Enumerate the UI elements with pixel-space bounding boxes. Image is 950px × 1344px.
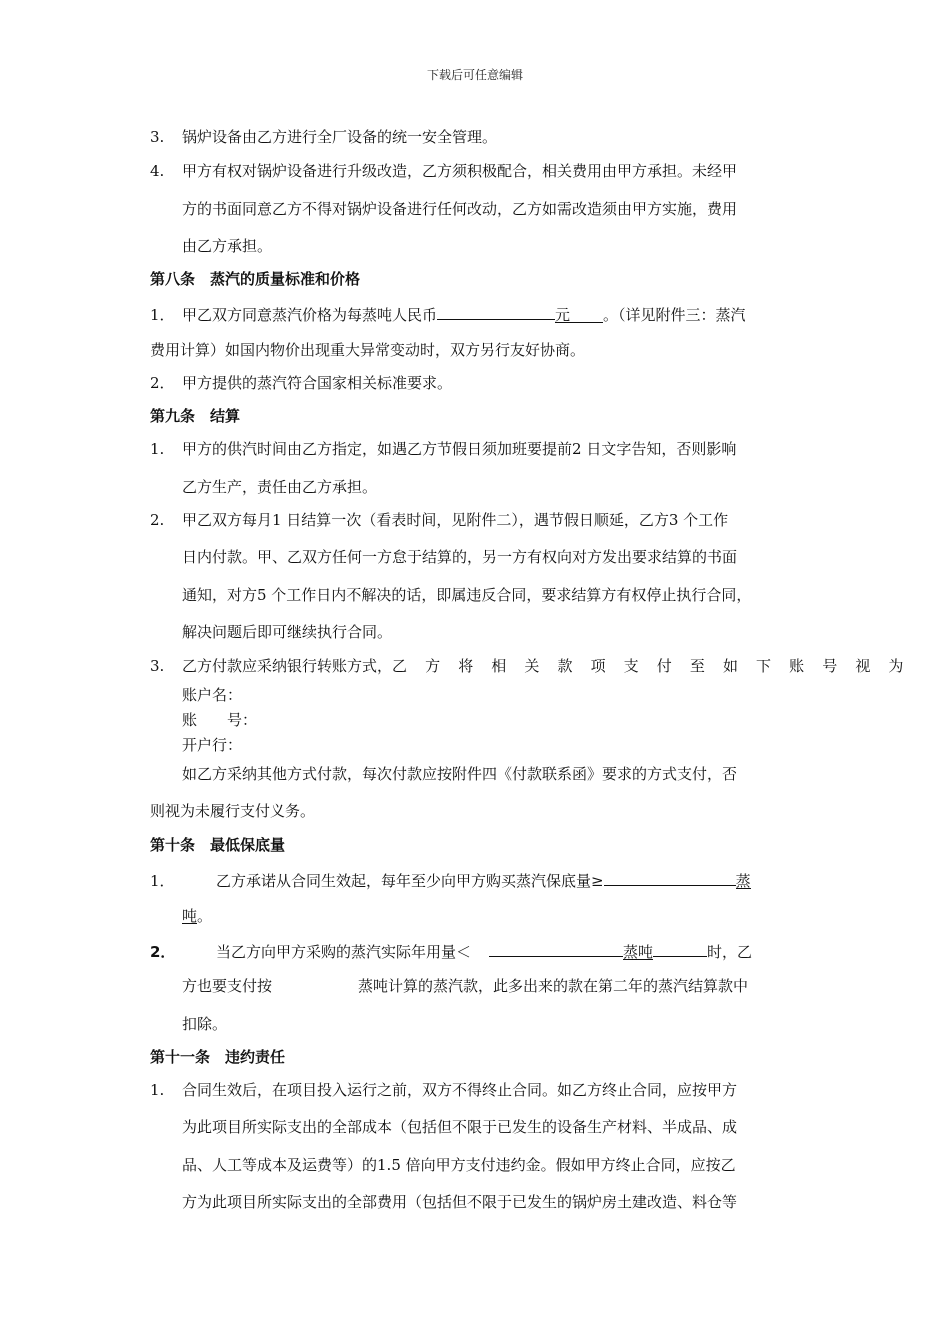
item-text: 甲乙双方每月1 日结算一次（看表时间，见附件二），遇节假日顺延，乙方3 个工作 [182, 511, 729, 529]
item-number: 2． [150, 374, 175, 392]
clause-8-item-2 [150, 373, 452, 393]
spaced-char: 支 [623, 657, 639, 675]
spaced-char: 款 [557, 657, 573, 675]
paragraph-line: 扣除。 [182, 1015, 228, 1033]
spaced-char: 关 [524, 657, 540, 675]
clause-9-item-2 [150, 510, 728, 530]
paragraph-line: 通知，对方5 个工作日内不解决的话，即属违反合同，要求结算方有权停止执行合同， [182, 586, 752, 604]
item-text: 。（详见附件三：蒸汽 [603, 306, 746, 324]
article-10-heading: 第十条 最低保底量 [150, 836, 286, 854]
item-text: 乙方承诺从合同生效起，每年至少向甲方购买蒸汽保底量≥ [216, 872, 604, 890]
item-number: 1． [150, 872, 175, 890]
spaced-char: 账 [789, 657, 805, 675]
item-text: 甲方有权对锅炉设备进行升级改造，乙方须积极配合，相关费用由甲方承担。未经甲 [182, 162, 738, 180]
spaced-char: 视 [855, 657, 871, 675]
usage-unit: 蒸吨 [623, 943, 654, 961]
item-text: 甲方提供的蒸汽符合国家相关标准要求。 [182, 374, 453, 392]
item-number: 4. [150, 162, 165, 180]
spaced-char: 至 [689, 657, 705, 675]
price-blank [437, 302, 555, 320]
item-text: 锅炉设备由乙方进行全厂设备的统一安全管理。 [182, 128, 498, 146]
item-text: 合同生效后，在项目投入运行之前，双方不得终止合同。如乙方终止合同，应按甲方 [182, 1081, 738, 1099]
page-header: 下载后可任意编辑 [426, 68, 523, 82]
item-text: 。 [197, 907, 213, 925]
clause-11-item-1 [150, 1080, 737, 1100]
spaced-char: 付 [656, 657, 672, 675]
account-number-label: 账 号： [182, 711, 258, 729]
item-number: 3. [150, 657, 165, 675]
paragraph-line: 费用计算）如国内物价出现重大异常变动时，双方另行友好协商。 [150, 341, 586, 359]
item-number: 1． [150, 306, 175, 324]
spaced-char: 号 [822, 657, 838, 675]
spaced-char: 相 [491, 657, 507, 675]
item-number: 1. [150, 1081, 165, 1099]
volume-blank [604, 868, 736, 886]
paragraph-line: 乙方生产，责任由乙方承担。 [182, 478, 378, 496]
spaced-char: 下 [756, 657, 772, 675]
item-number: 2． [150, 943, 176, 961]
item-number: 1. [150, 440, 165, 458]
item-number: 2. [150, 511, 165, 529]
paragraph-line: 品、人工等成本及运费等）的1.5 倍向甲方支付违约金。假如甲方终止合同，应按乙 [182, 1156, 736, 1174]
paragraph-line: 为此项目所实际支出的全部成本（包括但不限于已发生的设备生产材料、半成品、成 [182, 1118, 738, 1136]
clause-10-item-2 [150, 939, 752, 959]
clause-7-item-4 [150, 161, 737, 181]
item-text: 甲方的供汽时间由乙方指定，如遇乙方节假日须加班要提前2 日文字告知，否则影响 [182, 440, 737, 458]
paragraph-line: 日内付款。甲、乙双方任何一方怠于结算的，另一方有权向对方发出要求结算的书面 [182, 548, 738, 566]
price-unit: 元 [555, 305, 603, 323]
usage-blank [489, 939, 623, 957]
volume-unit: 吨 [182, 907, 198, 925]
clause-9-item-1 [150, 439, 736, 459]
paragraph-line: 由乙方承担。 [182, 237, 273, 255]
clause-9-item-3 [150, 656, 922, 676]
item-text: 甲乙双方同意蒸汽价格为每蒸吨人民币 [182, 306, 438, 324]
article-8-heading: 第八条 蒸汽的质量标准和价格 [150, 270, 361, 288]
usage-blank-tail [653, 939, 707, 957]
item-number: 3. [150, 128, 165, 146]
clause-7-item-3 [150, 127, 497, 147]
spaced-char: 将 [458, 657, 474, 675]
item-text: 时，乙 [707, 943, 753, 961]
spaced-char: 乙 [392, 657, 408, 675]
spaced-char: 如 [722, 657, 738, 675]
item-text: 蒸吨计算的蒸汽款，此多出来的款在第二年的蒸汽结算款中 [358, 977, 749, 995]
paragraph-line: 方为此项目所实际支出的全部费用（包括但不限于已发生的锅炉房土建改造、料仓等 [182, 1193, 738, 1211]
volume-unit: 蒸 [735, 872, 751, 890]
bank-label: 开户行： [182, 736, 243, 754]
account-name-label: 账户名： [182, 686, 243, 704]
clause-10-item-1 [150, 868, 751, 888]
paragraph-line: 方的书面同意乙方不得对锅炉设备进行任何改动，乙方如需改造须由甲方实施，费用 [182, 200, 738, 218]
spaced-text [392, 657, 922, 675]
item-text: 当乙方向甲方采购的蒸汽实际年用量＜ [216, 943, 472, 961]
article-9-heading: 第九条 结算 [150, 407, 241, 425]
paragraph-line [182, 976, 748, 996]
spaced-char: 为 [888, 657, 904, 675]
spaced-char: 项 [590, 657, 606, 675]
paragraph-line: 则视为未履行支付义务。 [150, 802, 316, 820]
item-text: 乙方付款应采纳银行转账方式， [182, 657, 393, 675]
paragraph-line [182, 906, 212, 926]
item-text: 方也要支付按 [182, 977, 273, 995]
paragraph-line: 解决问题后即可继续执行合同。 [182, 623, 393, 641]
spaced-char: 方 [425, 657, 441, 675]
clause-8-item-1 [150, 302, 746, 322]
article-11-heading: 第十一条 违约责任 [150, 1048, 286, 1066]
paragraph-line: 如乙方采纳其他方式付款，每次付款应按附件四《付款联系函》要求的方式支付，否 [182, 765, 738, 783]
